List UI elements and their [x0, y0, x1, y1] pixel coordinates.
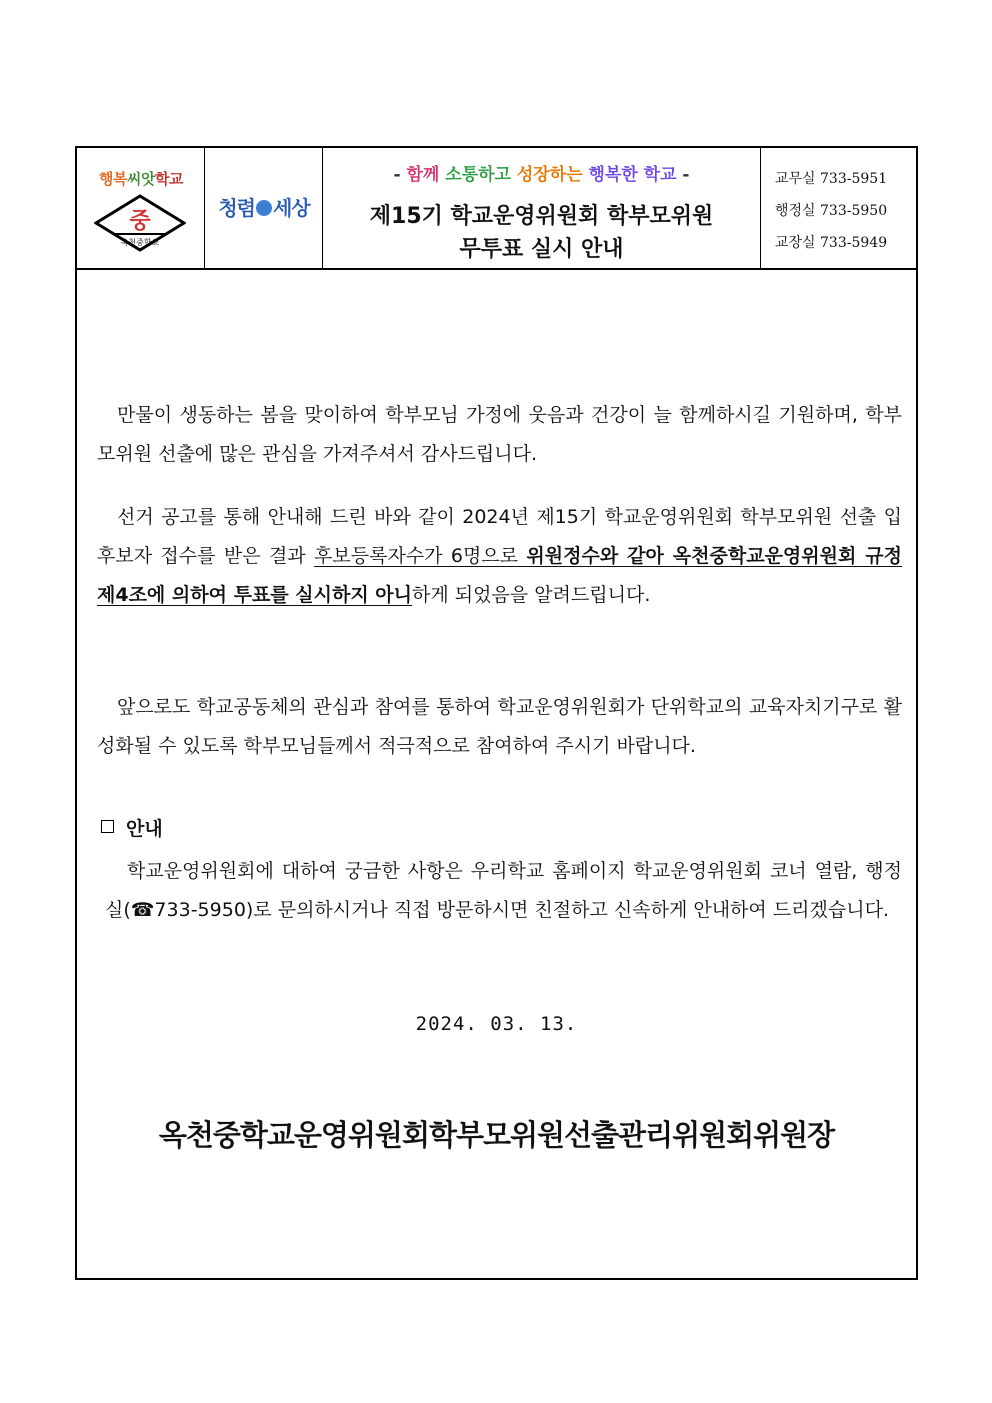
checkbox-square-icon — [101, 820, 114, 833]
greeting-paragraph: 만물이 생동하는 봄을 맞이하여 학부모님 가정에 웃음과 건강이 늘 함께하시길 기원하며, 학부모위원 선출에 많은 관심을 가져주셔서 감사드립니다. — [97, 404, 902, 465]
candidate-count-text: 후보등록자수가 6명으로 — [314, 545, 527, 567]
integrity-world-logo: 청렴 세상 — [218, 196, 310, 220]
phone-numbers-cell — [761, 148, 916, 268]
signer-title: 옥천중학교운영위원회학부모위원선출관리위원회위원장 — [158, 1118, 835, 1152]
svg-text:중: 중 — [129, 209, 151, 234]
happy-seed-school-logo-text: 행복씨앗학교 — [99, 170, 183, 188]
document-date: 2024. 03. 13. — [415, 1013, 578, 1035]
notice-heading: 안내 — [101, 814, 163, 841]
participation-paragraph: 앞으로도 학교공동체의 관심과 참여를 통하여 학교운영위원회가 단위학교의 교육자치기구로 활성화될 수 있도록 학부모님들께서 적극적으로 참여하여 주시기 바랍니다. — [97, 696, 902, 757]
document-frame — [75, 146, 918, 1280]
header-table — [77, 148, 916, 270]
phone-academic-office: 교무실 733-5951 — [775, 171, 888, 187]
no-vote-reason-text: 위원정수와 같아 옥천중학교운영위원회 규정 제4조에 의하여 투표를 실시하지 아니 — [97, 545, 902, 606]
election-result-paragraph: 선거 공고를 통해 안내해 드린 바와 같이 2024년 제15기 학교운영위원회 학부모위원 선출 입후보자 접수를 받은 결과 후보등록자수가 6명으로 위원정수와 같아 옥천중학교운영위원회 규정 제4조에 의하여 투표를 실시하지 아니하게 되었음을 알려드립니다. — [97, 506, 902, 606]
phone-principal-office: 교장실 733-5949 — [775, 235, 888, 251]
school-emblem-icon — [94, 194, 186, 252]
notice-paragraph: 학교운영위원회에 대하여 궁금한 사항은 우리학교 홈페이지 학교운영위원회 코너 열람, 행정실(☎733-5950)로 문의하시거나 직접 방문하시면 친절하고 신속하게 안내하여 드리겠습니다. — [105, 860, 902, 921]
document-title: 제15기 학교운영위원회 학부모위원 무투표 실시 안내 — [369, 204, 714, 262]
globe-icon — [256, 200, 272, 216]
phone-admin-office: 행정실 733-5950 — [775, 203, 888, 219]
title-cell — [323, 148, 761, 268]
school-slogan: - 함께 소통하고 성장하는 행복한 학교 - — [393, 165, 690, 185]
integrity-logo-cell — [205, 148, 323, 268]
svg-text:옥천중학교: 옥천중학교 — [120, 238, 160, 247]
school-logo-cell — [77, 148, 205, 268]
